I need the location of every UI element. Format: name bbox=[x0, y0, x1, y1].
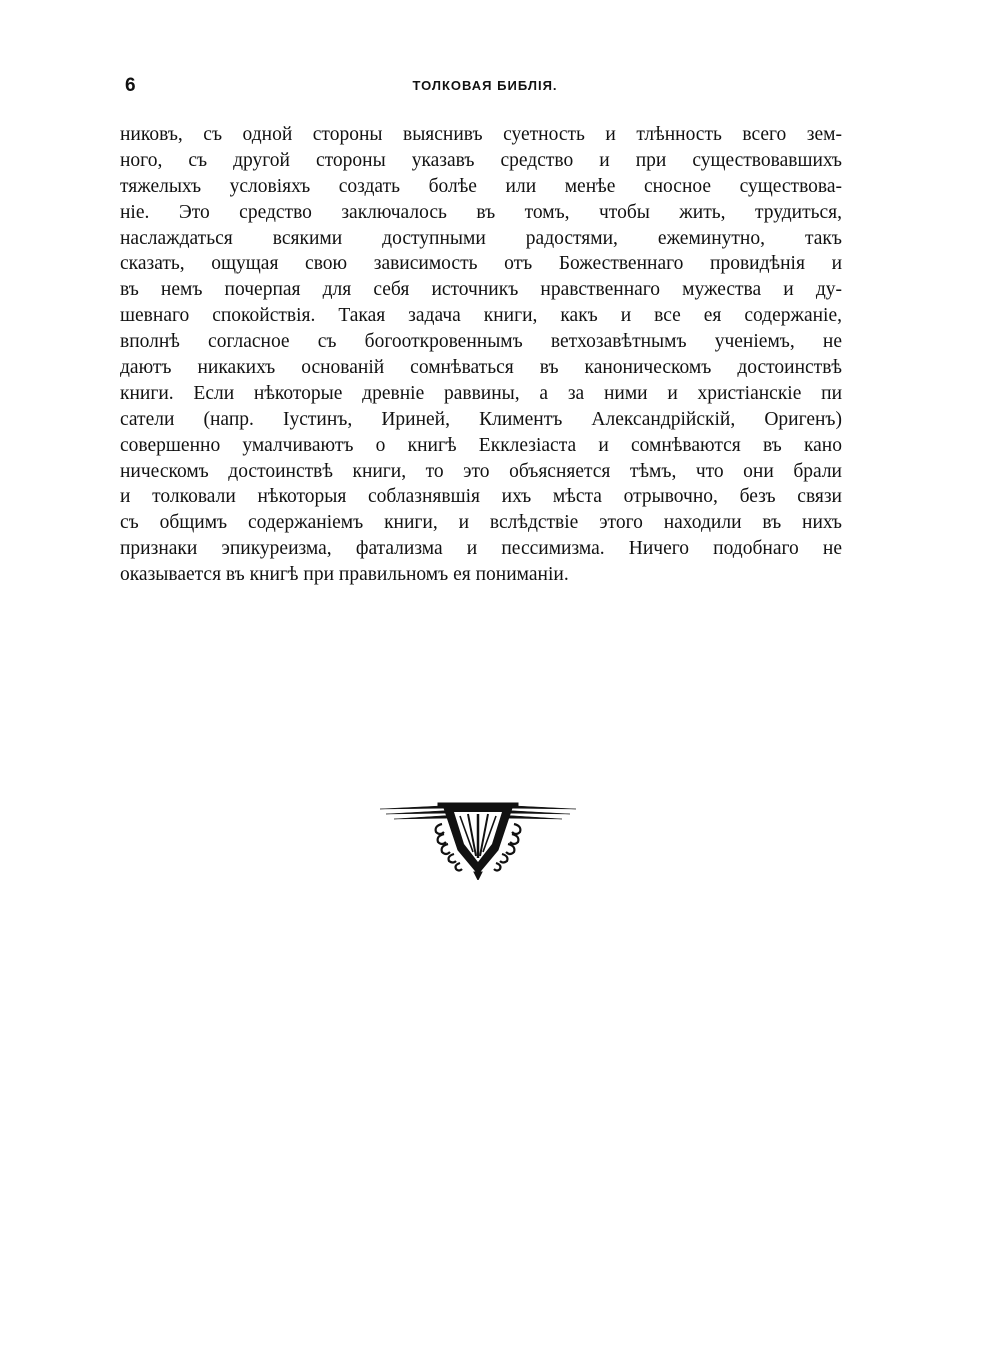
text-line: сказать, ощущая свою зависимость отъ Божественнаго провидѣнія и bbox=[120, 253, 842, 275]
body-paragraph bbox=[120, 122, 842, 588]
text-line: сатели (напр. Іустинъ, Ириней, Климентъ Александрійскій, Оригенъ) bbox=[120, 408, 842, 430]
text-line: признаки эпикуреизма, фатализма и пессимизма. Ничего подобнаго не bbox=[120, 538, 842, 560]
text-line: и толковали нѣкоторыя соблазнявшія ихъ мѣста отрывочно, безъ связи bbox=[120, 486, 842, 508]
text-line: вполнѣ согласное съ богооткровеннымъ ветхозавѣтнымъ ученіемъ, не bbox=[120, 331, 842, 353]
text-line: книги. Если нѣкоторые древніе раввины, а за ними и христіанскіе пи bbox=[120, 382, 842, 404]
running-title: ТОЛКОВАЯ БИБЛІЯ. bbox=[412, 78, 558, 93]
ornament-tailpiece-icon bbox=[380, 800, 576, 880]
text-line: совершенно умалчиваютъ о книгѣ Екклезіаста и сомнѣваются въ кано bbox=[120, 434, 842, 456]
running-header bbox=[125, 74, 845, 98]
text-line: никовъ, съ одной стороны выяснивъ суетность и тлѣнность всего зем- bbox=[120, 124, 842, 145]
text-line: въ немъ почерпая для себя источникъ нравственнаго мужества и ду- bbox=[120, 279, 842, 301]
text-line: шевнаго спокойствія. Такая задача книги, какъ и все ея содержаніе, bbox=[120, 305, 842, 327]
text-line: наслаждаться всякими доступными радостями, ежеминутно, такъ bbox=[120, 227, 842, 249]
text-line: ническомъ достоинствѣ книги, то это объясняется тѣмъ, что они брали bbox=[120, 460, 842, 482]
text-line: тяжелыхъ условіяхъ создать болѣе или менѣе сносное существова- bbox=[120, 175, 842, 197]
text-line: съ общимъ содержаніемъ книги, и вслѣдствіе этого находили въ нихъ bbox=[120, 512, 842, 534]
text-line: ного, съ другой стороны указавъ средство и при существовавшихъ bbox=[120, 149, 842, 171]
text-line: даютъ никакихъ основаній сомнѣваться въ каноническомъ достоинствѣ bbox=[120, 357, 842, 379]
text-line: ніе. Это средство заключалось въ томъ, чтобы жить, трудиться, bbox=[120, 201, 842, 223]
text-line: оказывается въ книгѣ при правильномъ ея пониманіи. bbox=[120, 564, 569, 586]
page-number: 6 bbox=[125, 75, 136, 96]
